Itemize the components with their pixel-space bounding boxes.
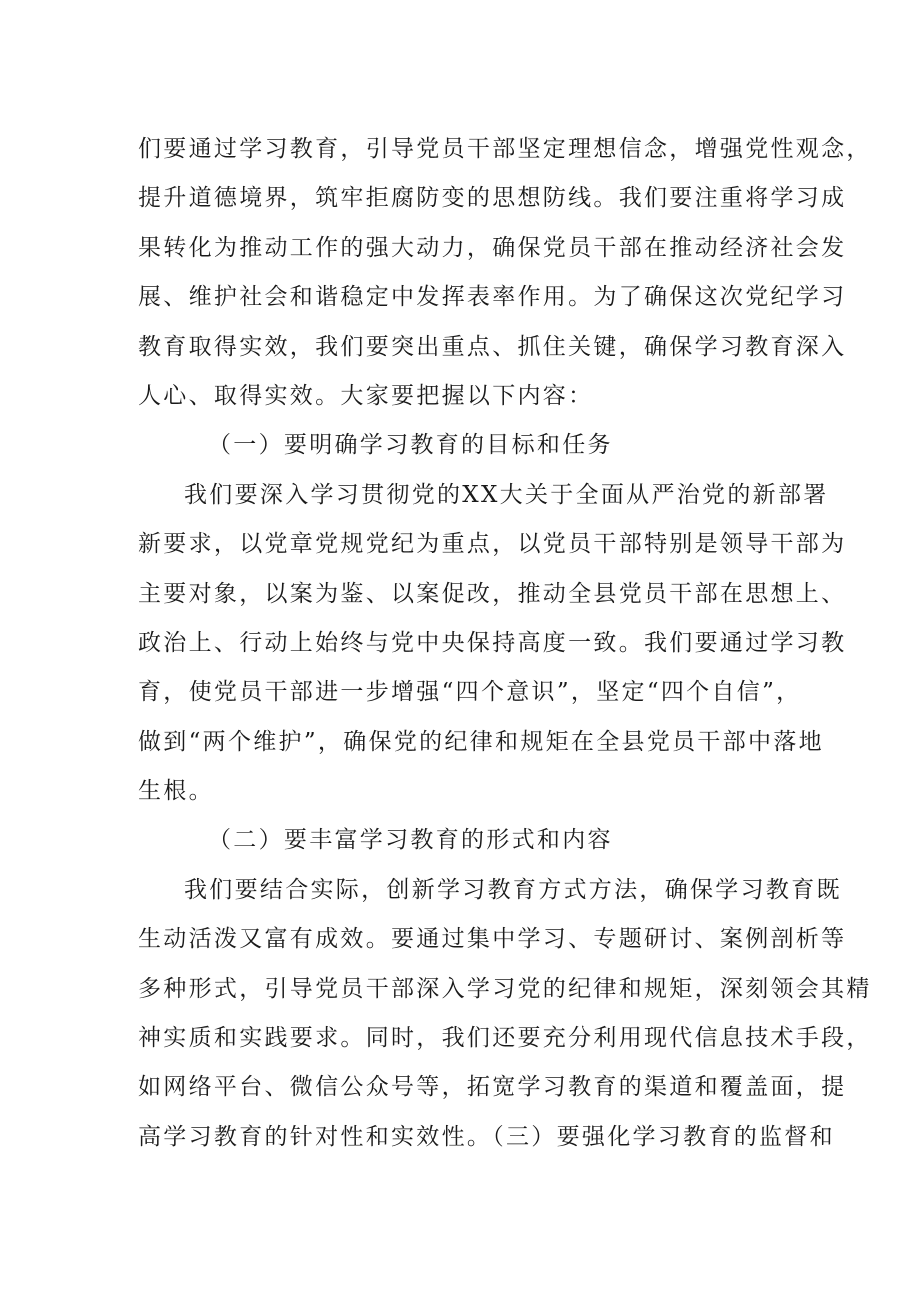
paragraph-start: 我们要结合实际，创新学习教育方式方法，确保学习教育既 <box>184 876 842 903</box>
section-heading-1: （一）要明确学习教育的目标和任务 <box>208 432 613 459</box>
text-line: 高学习教育的针对性和实效性。（三）要强化学习教育的监督和 <box>138 1123 835 1150</box>
text-line: 神实质和实践要求。同时，我们还要充分利用现代信息技术手段， <box>138 1025 872 1052</box>
text-line: 展、维护社会和谐稳定中发挥表率作用。为了确保这次党纪学习 <box>138 284 847 311</box>
text-line: 多种形式，引导党员干部深入学习党的纪律和规矩，深刻领会其精 <box>138 975 872 1002</box>
text-line: 育，使党员干部进一步增强“四个意识”，坚定“四个自信”， <box>138 679 802 706</box>
text-line: 新要求，以党章党规党纪为重点，以党员干部特别是领导干部为 <box>138 531 847 558</box>
text-line: 人心、取得实效。大家要把握以下内容： <box>138 382 594 409</box>
paragraph-start: 我们要深入学习贯彻党的XX大关于全面从严治党的新部署 <box>184 481 829 508</box>
body-text <box>138 125 872 1162</box>
section-heading-2: （二）要丰富学习教育的形式和内容 <box>208 827 613 854</box>
text-line: 主要对象，以案为鉴、以案促改，推动全县党员干部在思想上、 <box>138 580 847 607</box>
text-line: 教育取得实效，我们要突出重点、抓住关键，确保学习教育深入 <box>138 333 847 360</box>
text-line: 政治上、行动上始终与党中央保持高度一致。我们要通过学习教 <box>138 629 847 656</box>
text-line: 如网络平台、微信公众号等，拓宽学习教育的渠道和覆盖面，提 <box>138 1074 847 1101</box>
text-line: 们要通过学习教育，引导党员干部坚定理想信念，增强党性观念， <box>138 136 872 162</box>
text-line: 做到“两个维护”，确保党的纪律和规矩在全县党员干部中落地 <box>138 728 824 755</box>
text-line: 果转化为推动工作的强大动力，确保党员干部在推动经济社会发 <box>138 234 847 261</box>
text-line: 生动活泼又富有成效。要通过集中学习、专题研讨、案例剖析等 <box>138 926 847 953</box>
text-line: 提升道德境界，筑牢拒腐防变的思想防线。我们要注重将学习成 <box>138 185 847 212</box>
text-line: 生根。 <box>138 778 214 805</box>
